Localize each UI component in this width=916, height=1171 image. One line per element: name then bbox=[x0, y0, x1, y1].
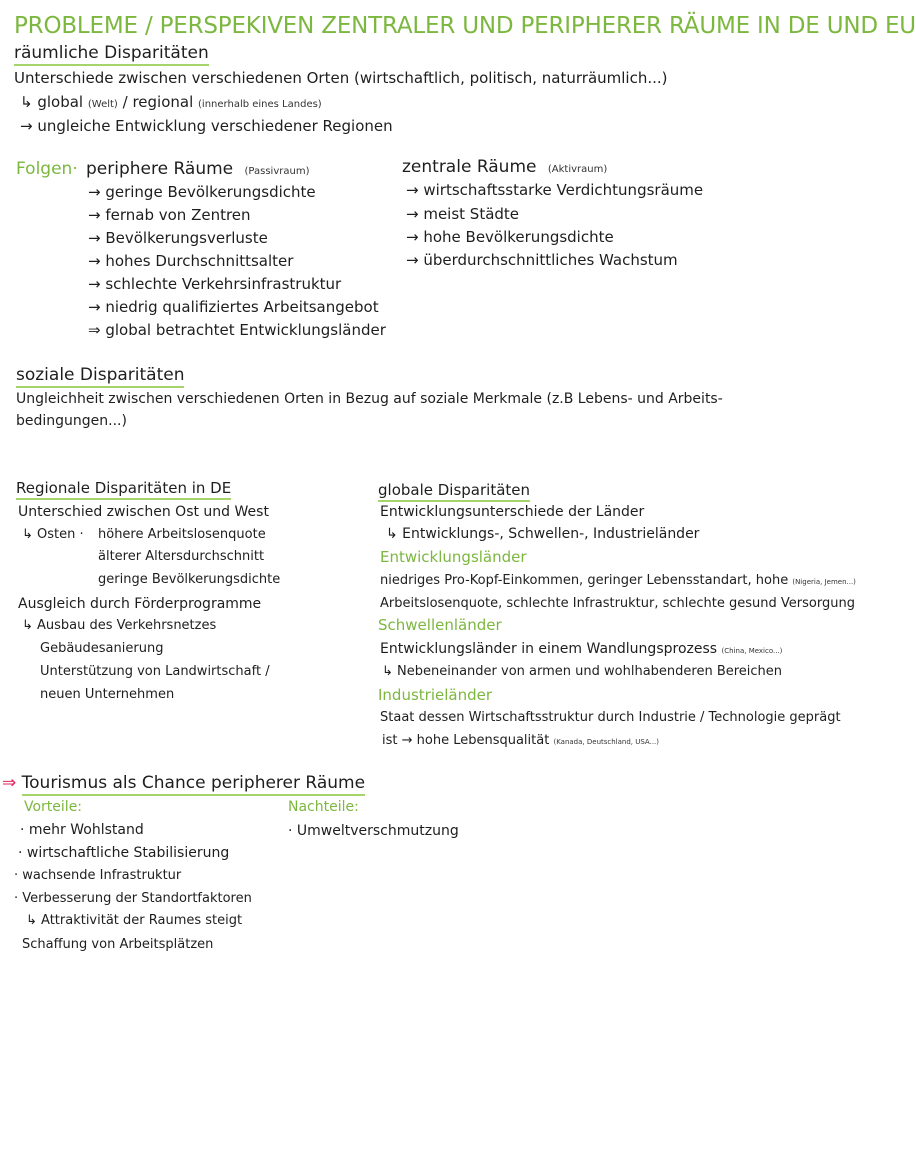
zentral-title bbox=[402, 156, 607, 181]
entwicklungslaender-line2: Arbeitslosenquote, schlechte Infrastruktur, schlechte gesund Versorgung bbox=[380, 596, 855, 611]
osten-item: höhere Arbeitslosenquote bbox=[98, 527, 266, 542]
vorteil-item: · wachsende Infrastruktur bbox=[14, 868, 182, 883]
industrielaender-line2 bbox=[382, 731, 659, 752]
vorteil-item: · wirtschaftliche Stabilisierung bbox=[18, 845, 230, 861]
regional-note: (innerhalb eines Landes) bbox=[198, 99, 322, 110]
osten-item: älterer Altersdurchschnitt bbox=[98, 549, 265, 564]
raeumliche-heading bbox=[14, 42, 209, 64]
peripher-item: → schlechte Verkehrsinfrastruktur bbox=[88, 275, 342, 293]
peripher-note: (Passivraum) bbox=[244, 166, 310, 177]
raeumliche-consequence: → ungleiche Entwicklung verschiedener Regionen bbox=[20, 117, 393, 135]
vorteil-item: Schaffung von Arbeitsplätzen bbox=[22, 937, 214, 952]
raeumliche-heading-text: räumliche Disparitäten bbox=[14, 43, 209, 66]
osten-label: ↳ Osten · bbox=[22, 527, 84, 542]
regional-item: neuen Unternehmen bbox=[40, 687, 175, 702]
peripher-title bbox=[86, 158, 309, 183]
peripher-item: → fernab von Zentren bbox=[88, 206, 251, 224]
vorteil-item: ↳ Attraktivität der Raumes steigt bbox=[26, 913, 243, 928]
schwellenlaender-line2: ↳ Nebeneinander von armen und wohlhabenderen Bereichen bbox=[382, 664, 783, 679]
peripher-item: → geringe Bevölkerungsdichte bbox=[88, 183, 316, 201]
tourismus-heading bbox=[2, 772, 365, 794]
soziale-heading bbox=[16, 364, 184, 386]
zentral-item: → wirtschaftsstarke Verdichtungsräume bbox=[406, 181, 704, 199]
peripher-item: → niedrig qualifiziertes Arbeitsangebot bbox=[88, 298, 379, 316]
raeumliche-definition: Unterschiede zwischen verschiedenen Orten (wirtschaftlich, politisch, naturräumlich...) bbox=[14, 69, 668, 87]
zentral-item: → meist Städte bbox=[406, 205, 520, 223]
global-heading bbox=[378, 480, 530, 500]
global-note: (Welt) bbox=[87, 99, 118, 110]
regional-line1: Unterschied zwischen Ost und West bbox=[18, 504, 269, 520]
industrielaender-examples: (Kanada, Deutschland, USA...) bbox=[553, 738, 660, 746]
nachteile-label: Nachteile: bbox=[288, 799, 359, 815]
zentral-item: → hohe Bevölkerungsdichte bbox=[406, 228, 614, 246]
folgen-label: Folgen· bbox=[16, 159, 78, 179]
entwicklungslaender-heading: Entwicklungsländer bbox=[380, 548, 527, 566]
zentral-note: (Aktivraum) bbox=[547, 164, 608, 175]
global-line1: Entwicklungsunterschiede der Länder bbox=[380, 504, 645, 520]
global-heading-text: globale Disparitäten bbox=[378, 481, 530, 502]
regional-label: / regional bbox=[122, 93, 194, 111]
global-label: ↳ global bbox=[20, 93, 84, 111]
schwellenlaender-examples: (China, Mexico...) bbox=[721, 647, 783, 655]
entwicklungslaender-line1-text: niedriges Pro-Kopf-Einkommen, geringer Lebensstandart, hohe bbox=[380, 573, 789, 588]
industrielaender-heading: Industrieländer bbox=[378, 686, 493, 704]
ausbau-line: ↳ Ausbau des Verkehrsnetzes bbox=[22, 618, 217, 633]
schwellenlaender-line1 bbox=[380, 639, 782, 661]
soziale-heading-text: soziale Disparitäten bbox=[16, 365, 184, 388]
soziale-definition-line2: bedingungen...) bbox=[16, 413, 127, 429]
tourismus-heading-text: Tourismus als Chance peripherer Räume bbox=[22, 773, 365, 796]
entwicklungslaender-line1 bbox=[380, 571, 856, 592]
soziale-definition-line1: Ungleichheit zwischen verschiedenen Orten in Bezug auf soziale Merkmale (z.B Lebens- und Arbeits- bbox=[16, 391, 723, 407]
ausgleich-line: Ausgleich durch Förderprogramme bbox=[18, 596, 262, 612]
vorteil-item: · mehr Wohlstand bbox=[20, 822, 144, 838]
zentral-title-text: zentrale Räume bbox=[402, 157, 537, 177]
page-title: PROBLEME / PERSPEKIVEN ZENTRALER UND PERIPHERER RÄUME IN DE UND EU bbox=[14, 13, 916, 39]
osten-item: geringe Bevölkerungsdichte bbox=[98, 572, 281, 587]
vorteile-label: Vorteile: bbox=[24, 799, 83, 815]
regional-heading-text: Regionale Disparitäten in DE bbox=[16, 479, 231, 500]
raeumliche-scope-line bbox=[20, 92, 322, 115]
peripher-item: ⇒ global betrachtet Entwicklungsländer bbox=[88, 321, 386, 339]
regional-item: Gebäudesanierung bbox=[40, 641, 164, 656]
industrielaender-line1: Staat dessen Wirtschaftsstruktur durch Industrie / Technologie geprägt bbox=[380, 710, 841, 725]
schwellenlaender-line1-text: Entwicklungsländer in einem Wandlungsprozess bbox=[380, 641, 718, 657]
peripher-item: → Bevölkerungsverluste bbox=[88, 229, 268, 247]
schwellenlaender-heading: Schwellenländer bbox=[378, 616, 502, 634]
regional-item: Unterstützung von Landwirtschaft / bbox=[40, 664, 270, 679]
zentral-item: → überdurchschnittliches Wachstum bbox=[406, 251, 678, 269]
entwicklungslaender-examples: (Nigeria, Jemen...) bbox=[792, 578, 856, 586]
global-line2: ↳ Entwicklungs-, Schwellen-, Industrieländer bbox=[386, 526, 700, 542]
nachteil-item: · Umweltverschmutzung bbox=[288, 823, 459, 839]
double-arrow-icon: ⇒ bbox=[2, 773, 17, 793]
peripher-item: → hohes Durchschnittsalter bbox=[88, 252, 294, 270]
regional-heading bbox=[16, 478, 231, 498]
peripher-title-text: periphere Räume bbox=[86, 159, 234, 179]
industrielaender-line2-text: ist → hohe Lebensqualität bbox=[382, 733, 550, 748]
vorteil-item: · Verbesserung der Standortfaktoren bbox=[14, 891, 252, 906]
